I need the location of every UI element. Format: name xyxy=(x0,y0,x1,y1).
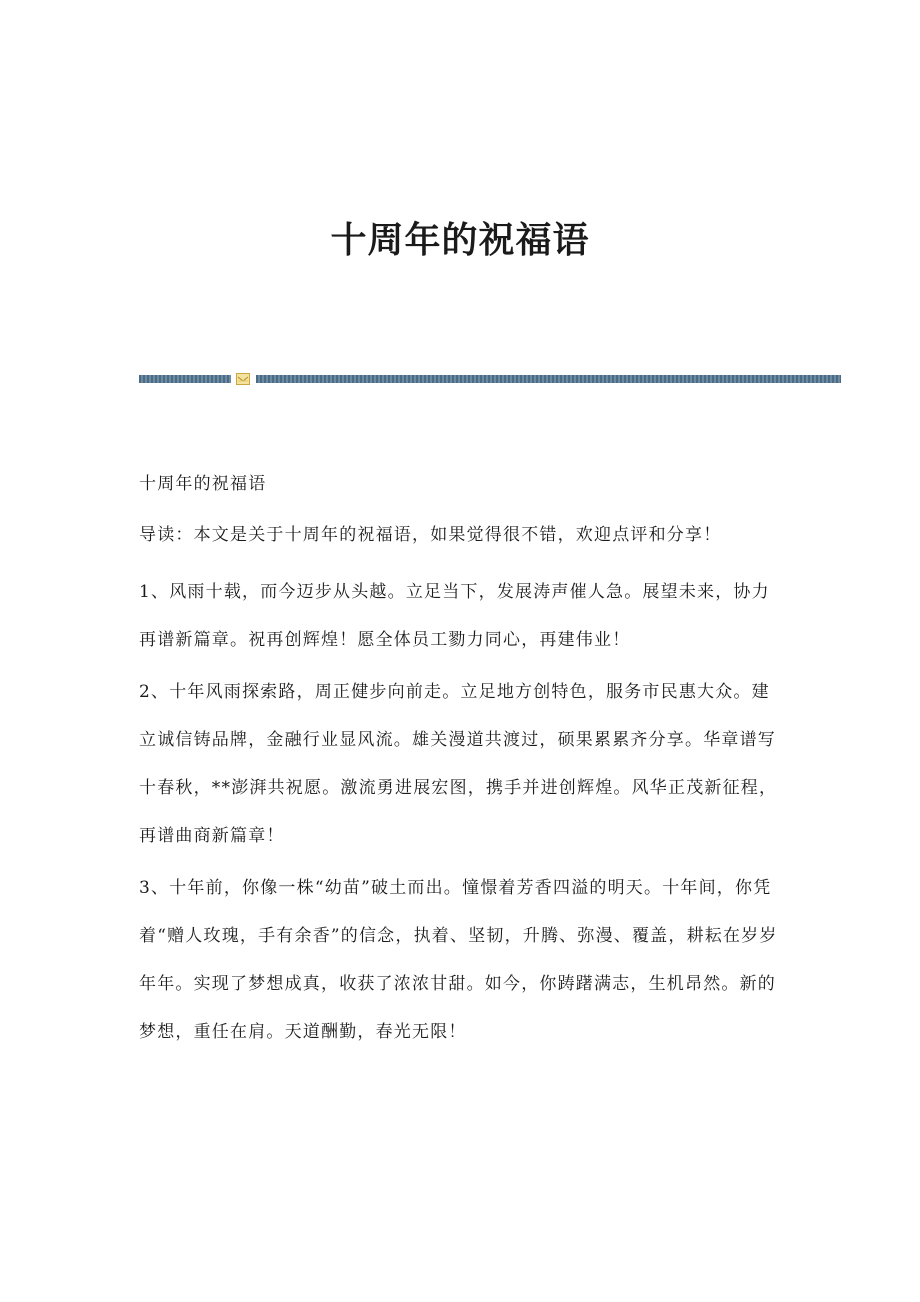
divider-bar-left xyxy=(139,375,231,383)
blessing-item: 3、十年前，你像一株“幼苗”破土而出。憧憬着芳香四溢的明天。十年间，你凭着“赠人玫瑰，手有余香”的信念，执着、坚韧，升腾、弥漫、覆盖，耕耘在岁岁年年。实现了梦想成真，收获了浓浓甘甜。如今，你踌躇满志，生机昂然。新的梦想，重任在肩。天道酬勤，春光无限！ xyxy=(139,878,778,1042)
divider-emblem-icon xyxy=(236,373,250,385)
divider-bar-right xyxy=(256,375,841,383)
document-body xyxy=(139,467,784,1060)
title-divider xyxy=(139,373,841,385)
document-subtitle: 十周年的祝福语 xyxy=(139,474,267,494)
document-title: 十周年的祝福语 xyxy=(330,219,590,261)
blessing-item: 2、十年风雨探索路，周正健步向前走。立足地方创特色，服务市民惠大众。建立诚信铸品牌，金融行业显风流。雄关漫道共渡过，硕果累累齐分享。华章谱写十春秋，**澎湃共祝愿。激流勇进展宏图，携手并进创辉煌。风华正茂新征程，再谱曲商新篇章！ xyxy=(139,682,778,846)
blessing-item: 1、风雨十载，而今迈步从头越。立足当下，发展涛声催人急。展望未来，协力再谱新篇章。祝再创辉煌！愿全体员工勠力同心，再建伟业！ xyxy=(139,582,770,650)
intro-paragraph: 导读：本文是关于十周年的祝福语，如果觉得很不错，欢迎点评和分享！ xyxy=(139,525,722,545)
